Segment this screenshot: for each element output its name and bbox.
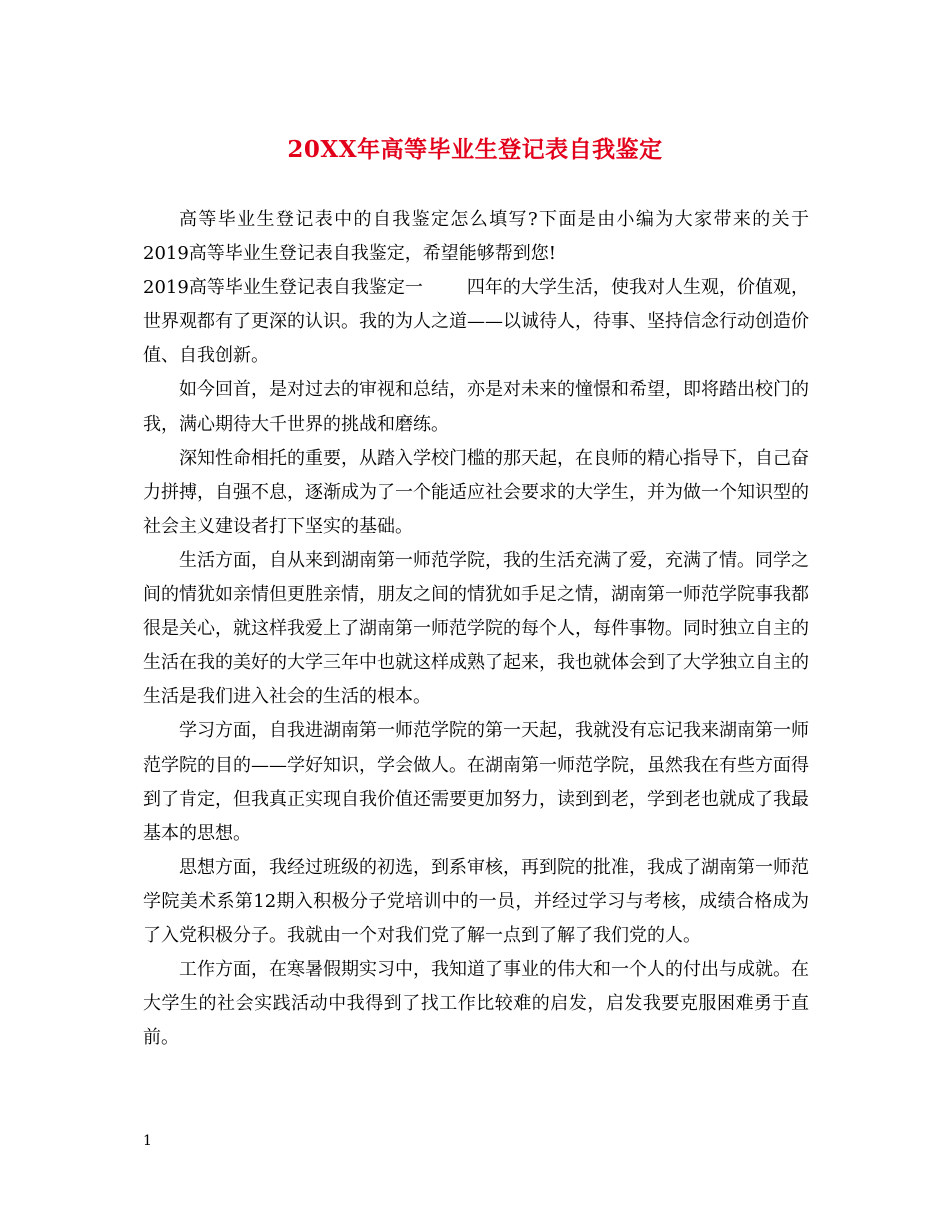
- document-body: [143, 203, 809, 1055]
- paragraph-7: 工作方面，在寒暑假期实习中，我知道了事业的伟大和一个人的付出与成就。在大学生的社会实践活动中我得到了找工作比较难的启发，启发我要克服困难勇于直前。: [143, 959, 809, 1049]
- paragraph-5: 学习方面，自我进湖南第一师范学院的第一天起，我就没有忘记我来湖南第一师范学院的目的——学好知识，学会做人。在湖南第一师范学院，虽然我在有些方面得到了肯定，但我真正实现自我价值还需要更加努力，读到到老，学到老也就成了我最基本的思想。: [143, 720, 809, 844]
- paragraph-3: 深知性命相托的重要，从踏入学校门槛的那天起，在良师的精心指导下，自己奋力拼搏，自强不息，逐渐成为了一个能适应社会要求的大学生，并为做一个知识型的社会主义建设者打下坚实的基础。: [143, 447, 809, 537]
- section-heading: 2019高等毕业生登记表自我鉴定一: [143, 277, 423, 299]
- document-title: 20XX年高等毕业生登记表自我鉴定: [287, 136, 663, 163]
- section-paragraph-1: [143, 271, 809, 373]
- paragraph-4: 生活方面，自从来到湖南第一师范学院，我的生活充满了爱，充满了情。同学之间的情犹如亲情但更胜亲情，朋友之间的情犹如手足之情，湖南第一师范学院事我都很是关心，就这样我爱上了湖南第一师范学院的每个人，每件事物。同时独立自主的生活在我的美好的大学三年中也就这样成熟了起来，我也就体会到了大学独立自主的生活是我们进入社会的生活的根本。: [143, 549, 809, 708]
- paragraph-2: 如今回首，是对过去的审视和总结，亦是对未来的憧憬和希望，即将踏出校门的我，满心期待大千世界的挑战和磨练。: [143, 379, 809, 435]
- paragraph-text: 四年的大学生活，使我对人生观，价值观，世界观都有了更深的认识。我的为人之道——以诚待人，待事、坚持信念行动创造价值、自我创新。: [143, 277, 809, 367]
- paragraph-6: 思想方面，我经过班级的初选，到系审核，再到院的批准，我成了湖南第一师范学院美术系第12期入积极分子党培训中的一员，并经过学习与考核，成绩合格成为了入党积极分子。我就由一个对我们党了解一点到了解了我们党的人。: [143, 856, 809, 946]
- intro-paragraph: 高等毕业生登记表中的自我鉴定怎么填写?下面是由小编为大家带来的关于2019高等毕业生登记表自我鉴定，希望能够帮到您!: [143, 209, 809, 265]
- page-number: 1: [143, 1133, 152, 1149]
